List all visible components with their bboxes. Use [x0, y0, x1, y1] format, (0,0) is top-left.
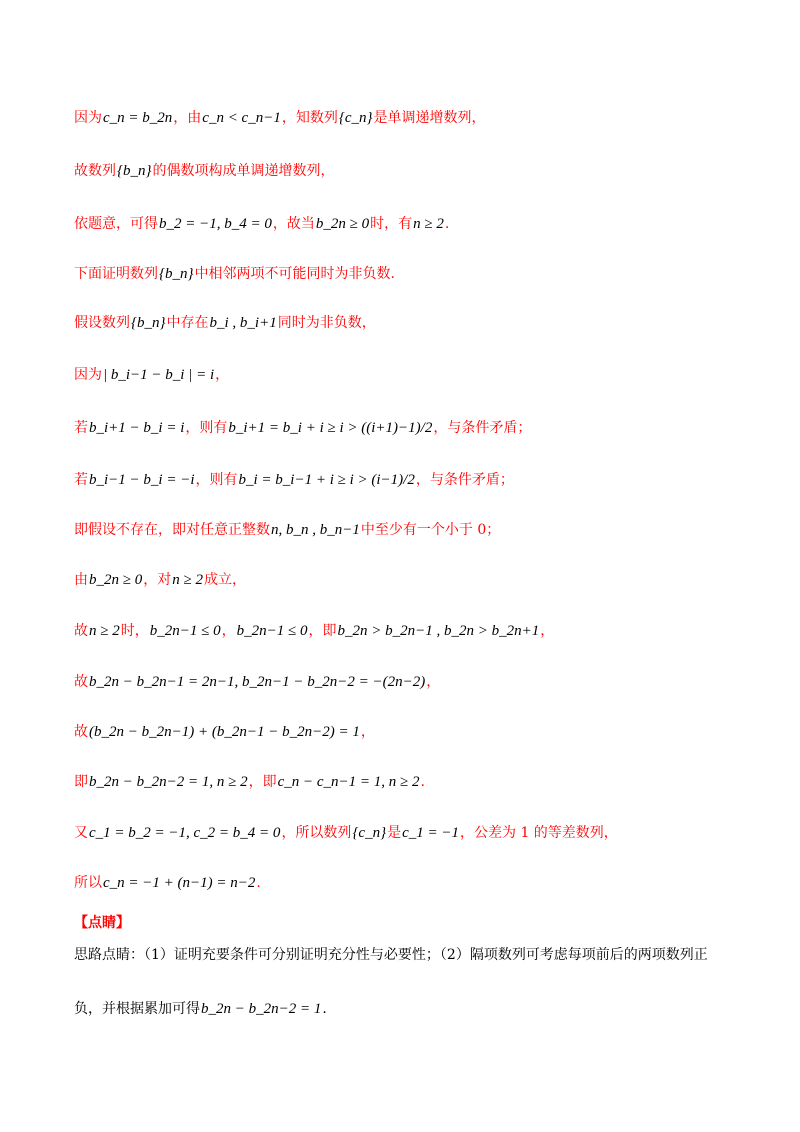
text-segment: . [256, 875, 261, 891]
text-segment: 是单调递增数列， [373, 110, 486, 126]
math-expression: {b_n} [117, 163, 152, 179]
text-segment: 若 [74, 472, 88, 488]
proof-line-13 [74, 722, 375, 742]
math-expression: b_2n ≥ 0 [315, 216, 370, 232]
proof-line-9 [74, 520, 500, 540]
text-segment: 是 [387, 825, 402, 841]
text-segment: ， [221, 623, 236, 639]
math-expression: (b_2n − b_2n−1) + (b_2n−1 − b_2n−2) = 1 [89, 724, 360, 740]
math-expression: b_2n − b_2n−1 = 2n−1, b_2n−1 − b_2n−2 = −(2n−2) [89, 674, 426, 690]
text-segment: 由 [74, 572, 88, 588]
text-segment: 同时为非负数， [277, 315, 376, 331]
text-segment: 下面证明数列 [74, 266, 158, 282]
proof-line-8 [74, 470, 514, 490]
text-segment: 假设数列 [74, 315, 130, 331]
proof-line-15 [74, 823, 618, 843]
proof-line-16 [74, 873, 261, 893]
text-segment: ， [540, 623, 555, 639]
text-segment: 时， [120, 623, 149, 639]
text-segment: ，所以数列 [281, 825, 352, 841]
text-segment: 因为 [74, 110, 102, 126]
math-expression: b_i+1 − b_i = i [89, 420, 185, 436]
math-expression: b_2n − b_2n−2 = 1 [201, 1001, 322, 1017]
text-segment: 时，有 [370, 216, 413, 232]
text-segment: 所以 [74, 875, 102, 891]
proof-line-3 [74, 214, 449, 234]
math-expression: {c_n} [352, 825, 387, 841]
proof-line-1 [74, 108, 486, 128]
text-segment: ，公差为 1 的等差数列， [460, 825, 618, 841]
math-expression: {b_n} [131, 315, 166, 331]
text-segment: . [420, 774, 425, 790]
math-expression: {b_n} [159, 266, 194, 282]
proof-line-12 [74, 672, 440, 692]
math-expression: c_n = −1 + (n−1) = n−2 [103, 875, 256, 891]
text-segment: ，与条件矛盾； [415, 472, 514, 488]
math-expression: b_i+1 = b_i + i ≥ i > ((i+1)−1)/2 [228, 420, 433, 436]
math-expression: b_i−1 − b_i = −i [89, 472, 195, 488]
note-line-1 [74, 945, 708, 965]
text-segment: ，故当 [272, 216, 315, 232]
proof-line-11 [74, 621, 554, 641]
math-expression: b_2n − b_2n−2 = 1, n ≥ 2 [89, 774, 248, 790]
text-segment: 成立， [203, 572, 246, 588]
proof-line-14 [74, 772, 425, 792]
text-segment: ，即 [248, 774, 277, 790]
math-expression: b_2n > b_2n−1 , b_2n > b_2n+1 [337, 623, 540, 639]
text-segment: 中相邻两项不可能同时为非负数. [194, 266, 395, 282]
math-expression: b_2n−1 ≤ 0 [149, 623, 221, 639]
math-expression: c_n = b_2n [103, 110, 173, 126]
math-expression: | b_i−1 − b_i | = i [103, 367, 215, 383]
note-line-2 [74, 999, 327, 1019]
text-segment: 即假设不存在，即对任意正整数 [74, 522, 270, 538]
text-segment: ， [215, 367, 230, 383]
math-expression: b_i , b_i+1 [209, 315, 277, 331]
math-expression: {c_n} [338, 110, 373, 126]
text-segment: . [444, 216, 450, 232]
math-expression: n ≥ 2 [172, 572, 203, 588]
text-segment: ，对 [143, 572, 172, 588]
text-segment: 又 [74, 825, 88, 841]
text-segment: 故 [74, 674, 88, 690]
proof-line-5 [74, 313, 376, 333]
proof-line-7 [74, 418, 531, 438]
text-segment: ，则有 [195, 472, 238, 488]
math-expression: b_2n ≥ 0 [89, 572, 143, 588]
text-segment: 中存在 [166, 315, 209, 331]
text-segment: 因为 [74, 367, 102, 383]
math-expression: c_n < c_n−1 [202, 110, 281, 126]
proof-line-10 [74, 570, 246, 590]
text-segment: 故 [74, 724, 88, 740]
text-segment: 即 [74, 774, 88, 790]
text-segment: 若 [74, 420, 88, 436]
text-segment: . [322, 1001, 327, 1017]
text-segment: 思路点睛：（1）证明充要条件可分别证明充分性与必要性；（2）隔项数列可考虑每项前后的两项数列正 [74, 947, 708, 963]
proof-line-4 [74, 264, 395, 284]
text-segment: ，知数列 [281, 110, 338, 126]
text-segment: 故数列 [74, 163, 116, 179]
proof-line-6 [74, 365, 229, 385]
text-segment: ， [426, 674, 441, 690]
text-segment: ，与条件矛盾； [433, 420, 532, 436]
text-segment: 负，并根据累加可得 [74, 1001, 200, 1017]
text-segment: 依题意，可得 [74, 216, 158, 232]
text-segment: ，由 [173, 110, 202, 126]
math-expression: c_1 = −1 [402, 825, 459, 841]
text-segment: ，则有 [185, 420, 228, 436]
math-expression: n, b_n , b_n−1 [271, 522, 360, 538]
math-expression: c_1 = b_2 = −1, c_2 = b_4 = 0 [89, 825, 281, 841]
text-segment: 故 [74, 623, 88, 639]
math-expression: b_2 = −1, b_4 = 0 [159, 216, 272, 232]
text-segment: ，即 [308, 623, 337, 639]
proof-line-2 [74, 161, 335, 181]
math-expression: n ≥ 2 [413, 216, 444, 232]
math-expression: n ≥ 2 [89, 623, 120, 639]
text-segment: 的偶数项构成单调递增数列， [152, 163, 335, 179]
math-expression: b_2n−1 ≤ 0 [236, 623, 308, 639]
section-heading: 【点睛】 [74, 915, 130, 931]
math-expression: b_i = b_i−1 + i ≥ i > (i−1)/2 [238, 472, 415, 488]
math-expression: c_n − c_n−1 = 1, n ≥ 2 [277, 774, 420, 790]
text-segment: 中至少有一个小于 0； [360, 522, 501, 538]
text-segment: ， [360, 724, 375, 740]
